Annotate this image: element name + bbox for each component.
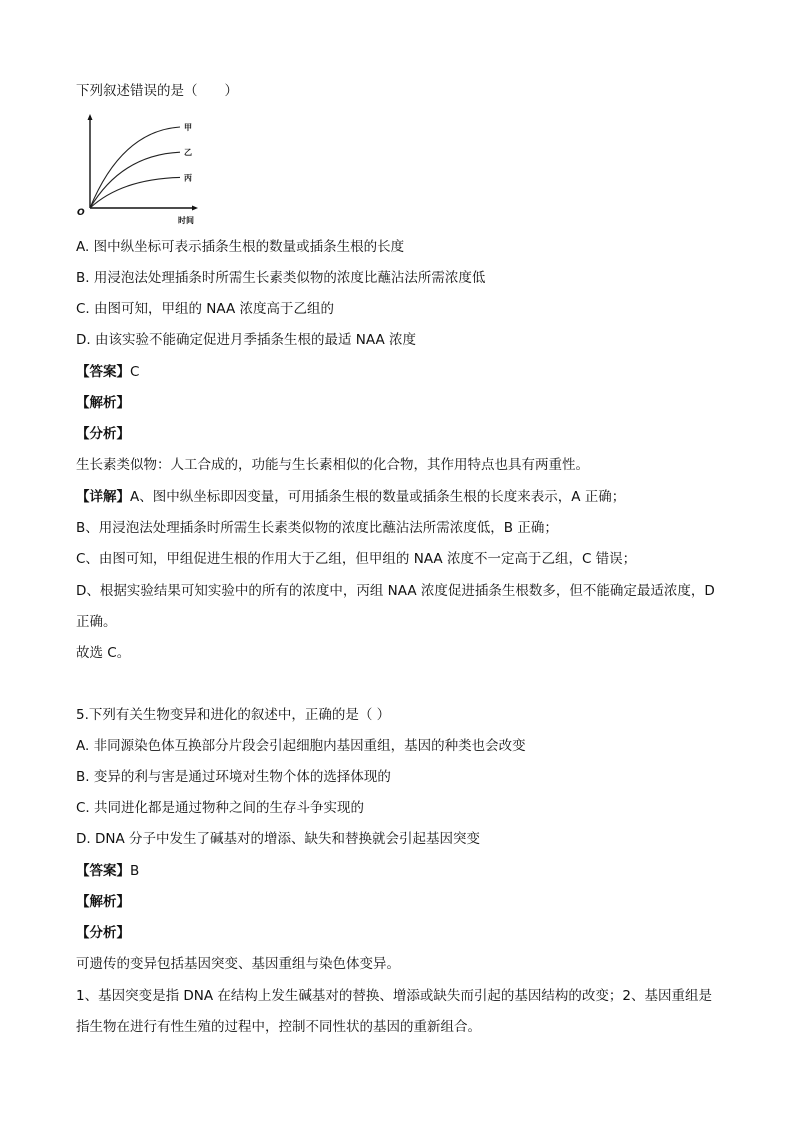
q4-detail-b: B、用浸泡法处理插条时所需生长素类似物的浓度比蘸沾法所需浓度低，B 正确；: [76, 520, 558, 536]
q4-detail-c: C、由图可知，甲组促进生根的作用大于乙组，但甲组的 NAA 浓度不一定高于乙组，C 错误；: [76, 551, 637, 567]
q5-option-c: C. 共同进化都是通过物种之间的生存斗争实现的: [76, 800, 365, 816]
q4-detail-d1: D、根据实验结果可知实验中的所有的浓度中，丙组 NAA 浓度促进插条生根数多，但不能确定最适浓度，D: [76, 583, 715, 599]
answer-label: 【答案】: [76, 364, 130, 380]
origin-label: O: [77, 208, 85, 218]
q5-option-d: D. DNA 分子中发生了碱基对的增添、缺失和替换就会引起基因突变: [76, 831, 480, 847]
q5-fenxi-text: 可遗传的变异包括基因突变、基因重组与染色体变异。: [76, 956, 400, 972]
q5-option-b: B. 变异的利与害是通过环境对生物个体的选择体现的: [76, 769, 391, 785]
q4-answer: [76, 362, 139, 382]
series-label-2: 乙: [184, 148, 192, 158]
x-axis-arrow: [192, 206, 198, 211]
series-label-1: 甲: [184, 123, 192, 132]
q4-option-c: C. 由图可知，甲组的 NAA 浓度高于乙组的: [76, 301, 335, 317]
q4-option-a: A. 图中纵坐标可表示插条生根的数量或插条生根的长度: [76, 239, 405, 255]
q5-stem: 5.下列有关生物变异和进化的叙述中，正确的是（ ）: [76, 707, 391, 723]
q5-option-a: A. 非同源染色体互换部分片段会引起细胞内基因重组，基因的种类也会改变: [76, 738, 526, 754]
series-label-3: 丙: [184, 173, 192, 183]
q5-answer: [76, 861, 139, 881]
q5-detail-1: 1、基因突变是指 DNA 在结构上发生碱基对的替换、增添或缺失而引起的基因结构的改变；2、基因重组是: [76, 988, 712, 1004]
x-axis-label: 时间: [178, 216, 194, 225]
q4-fenxi-label: 【分析】: [76, 426, 130, 442]
y-axis-arrow: [88, 114, 93, 120]
growth-curve-chart: [72, 112, 212, 230]
q4-analysis-label: 【解析】: [76, 395, 130, 411]
q4-option-b: B. 用浸泡法处理插条时所需生长素类似物的浓度比蘸沾法所需浓度低: [76, 270, 486, 286]
answer-value: B: [130, 863, 140, 879]
detail-a-text: A、图中纵坐标即因变量，可用插条生根的数量或插条生根的长度来表示，A 正确；: [130, 489, 626, 505]
q4-detail-d2: 正确。: [76, 614, 117, 630]
answer-label: 【答案】: [76, 863, 130, 879]
q5-analysis-label: 【解析】: [76, 894, 130, 910]
q5-fenxi-label: 【分析】: [76, 925, 130, 941]
detail-label: 【详解】: [76, 489, 130, 505]
q4-conclusion: 故选 C。: [76, 645, 131, 661]
answer-value: C: [130, 364, 140, 380]
series-line-3: [90, 177, 180, 208]
q4-fenxi-text: 生长素类似物：人工合成的，功能与生长素相似的化合物，其作用特点也具有两重性。: [76, 457, 589, 473]
series-line-1: [90, 127, 180, 208]
q5-detail-2: 指生物在进行有性生殖的过程中，控制不同性状的基因的重新组合。: [76, 1019, 481, 1035]
q4-detail-a: [76, 487, 625, 507]
question-stem: 下列叙述错误的是（ ）: [76, 83, 238, 99]
q4-option-d: D. 由该实验不能确定促进月季插条生根的最适 NAA 浓度: [76, 332, 417, 348]
